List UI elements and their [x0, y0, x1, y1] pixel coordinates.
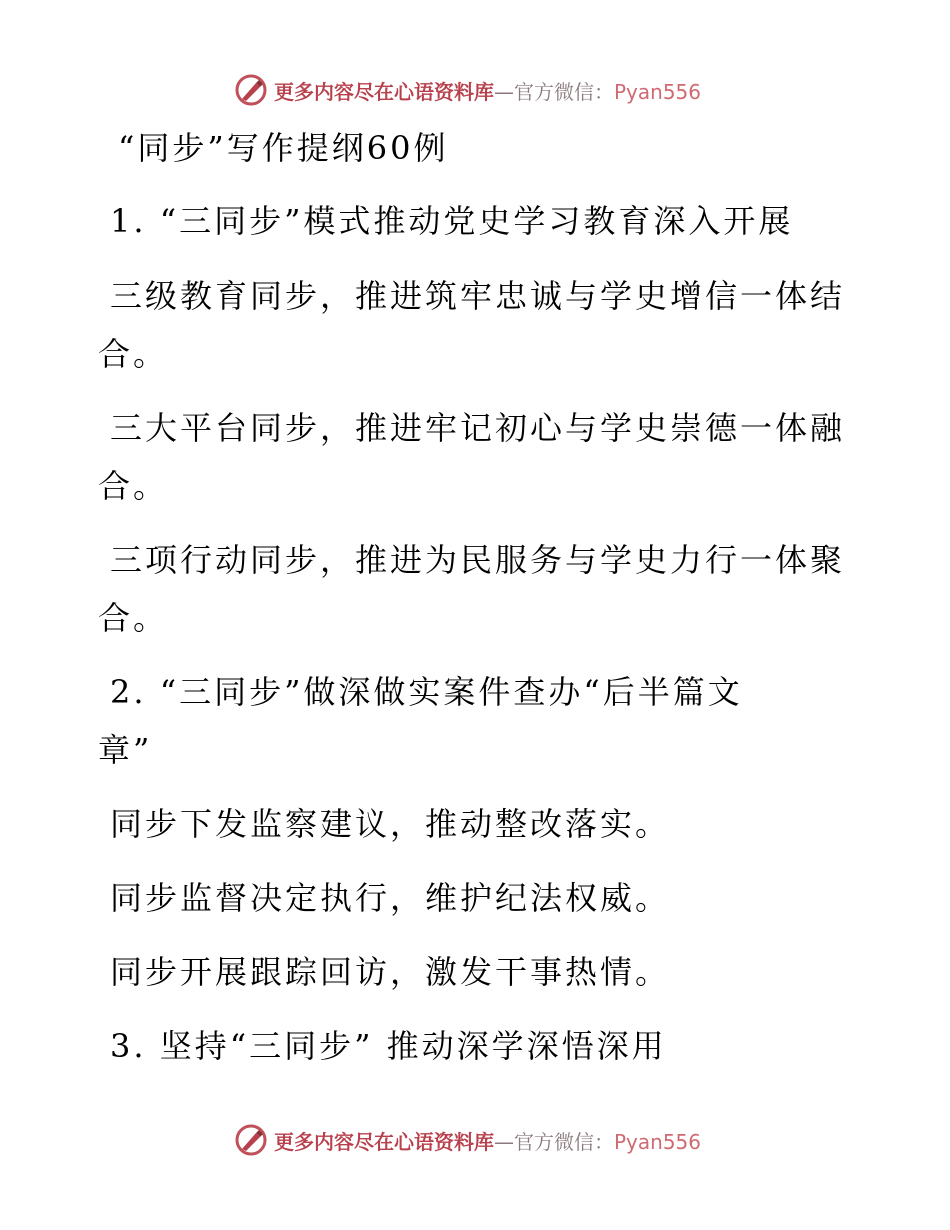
footer-wechat-id: Pyan556	[614, 1129, 702, 1154]
paragraph-line: 合。	[98, 467, 169, 505]
paragraph-line: 同步下发监察建议，推动整改落实。	[110, 805, 671, 843]
footer-banner	[234, 1120, 701, 1160]
footer-official: 官方微信：	[514, 1129, 614, 1154]
paragraph-line: 三级教育同步，推进筑牢忠诚与学史增信一体结	[110, 277, 846, 315]
list-item-1-heading: 1. “三同步”模式推动党史学习教育深入开展	[110, 202, 794, 240]
paragraph-line: 同步开展跟踪回访，激发干事热情。	[110, 953, 671, 991]
paragraph-line: 合。	[98, 599, 169, 637]
footer-banner-text	[274, 1126, 701, 1155]
paragraph-line: 章”	[98, 731, 153, 769]
header-brand: 更多内容尽在心语资料库	[274, 79, 494, 104]
header-wechat-id: Pyan556	[614, 79, 702, 104]
pen-logo-icon	[234, 1123, 268, 1157]
list-item-3-heading: 3. 坚持“三同步” 推动深学深悟深用	[110, 1027, 667, 1065]
document-title: “同步”写作提纲60例	[118, 129, 449, 167]
header-banner	[234, 70, 701, 110]
paragraph-line: 三大平台同步，推进牢记初心与学史崇德一体融	[110, 409, 846, 447]
paragraph-line: 同步监督决定执行，维护纪法权威。	[110, 879, 671, 917]
footer-dash: —	[494, 1129, 514, 1154]
header-banner-text	[274, 76, 701, 105]
paragraph-line: 合。	[98, 335, 169, 373]
paragraph-line: 三项行动同步，推进为民服务与学史力行一体聚	[110, 541, 846, 579]
footer-brand: 更多内容尽在心语资料库	[274, 1129, 494, 1154]
header-official: 官方微信：	[514, 79, 614, 104]
header-dash: —	[494, 79, 514, 104]
pen-logo-icon	[234, 73, 268, 107]
list-item-2-heading: 2. “三同步”做深做实案件查办“后半篇文	[110, 673, 743, 711]
